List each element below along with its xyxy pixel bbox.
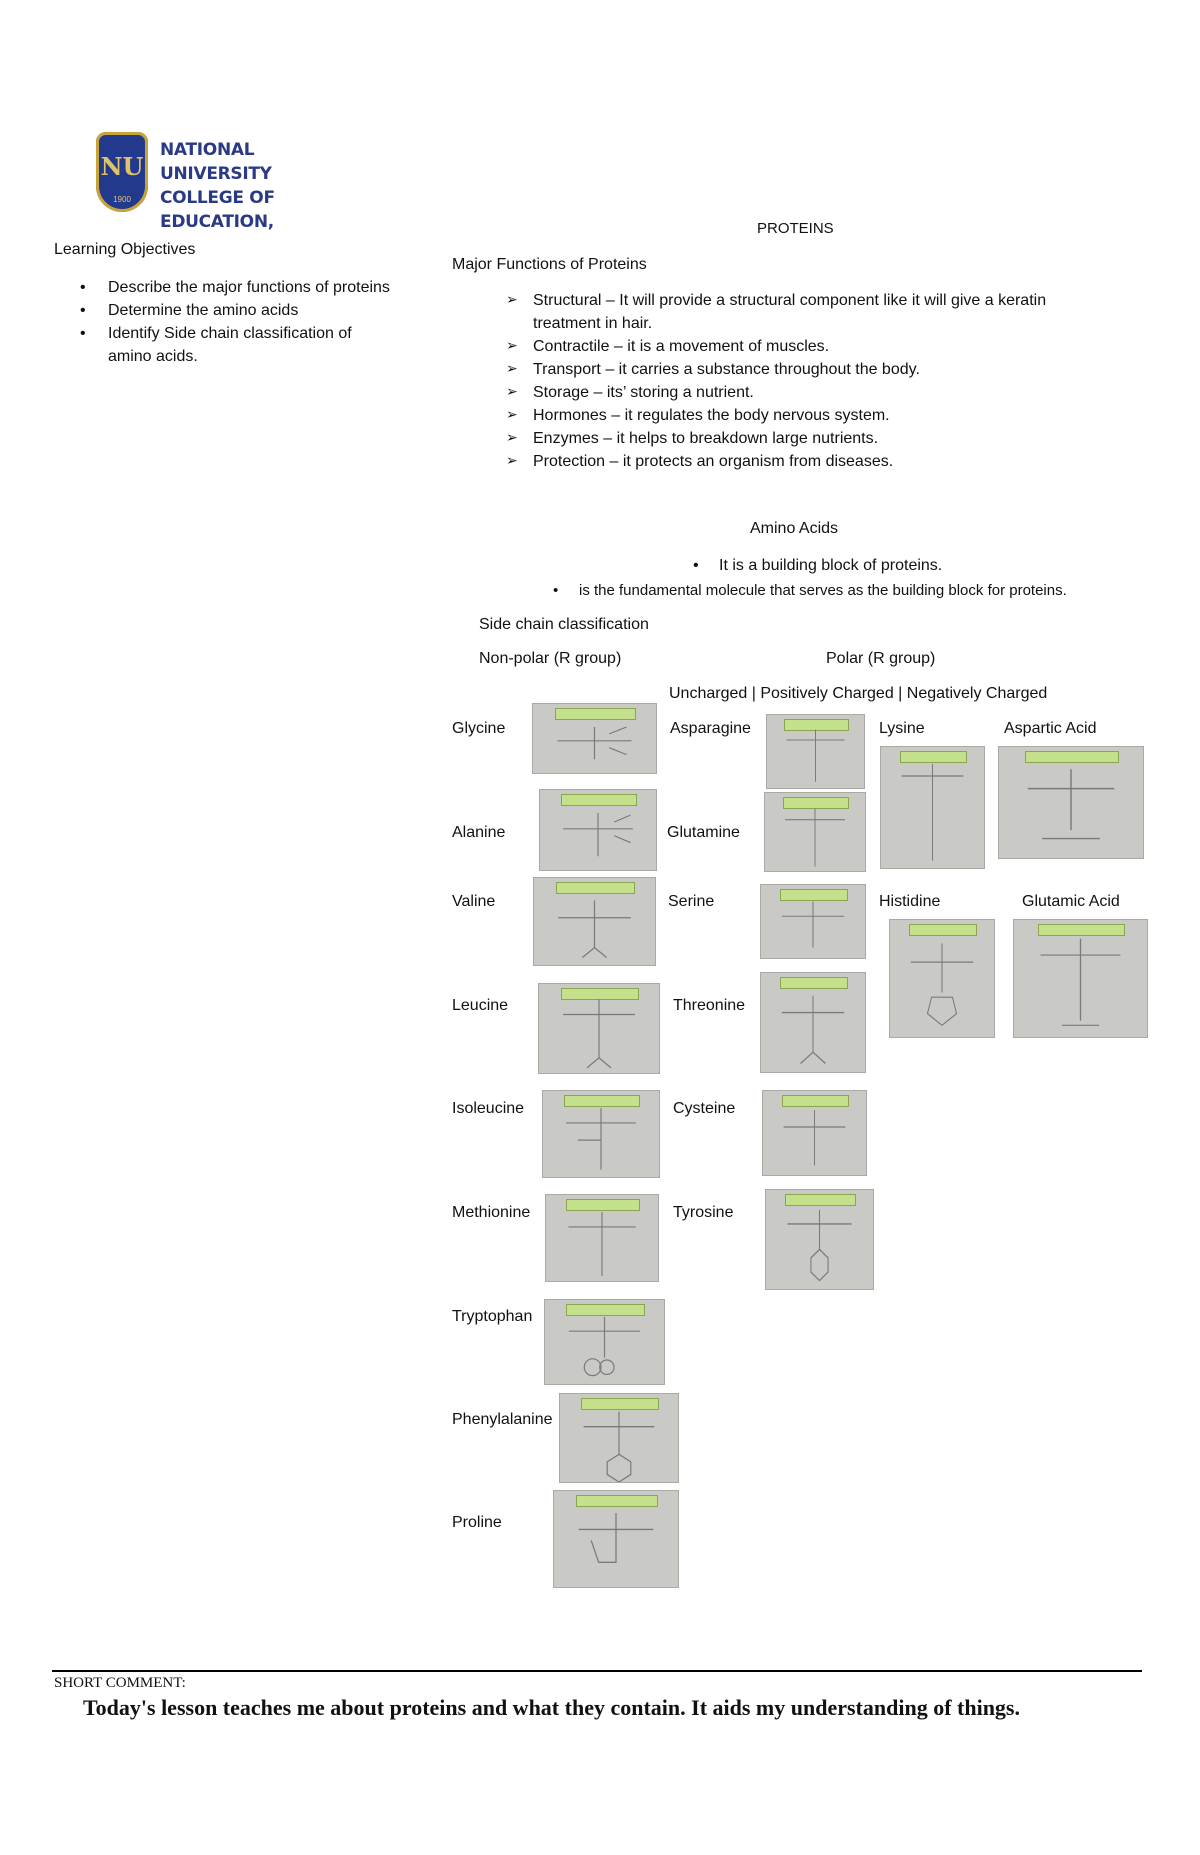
tryptophan-structure-image [544, 1299, 665, 1385]
functions-list [506, 289, 1106, 473]
lysine-structure-image [880, 746, 985, 869]
glutamic-acid-structure-image [1013, 919, 1148, 1038]
amino-label: Tyrosine [673, 1204, 734, 1221]
proline-structure-image [553, 1490, 679, 1588]
amino-label: Tryptophan [452, 1308, 533, 1325]
divider [52, 1670, 1142, 1672]
learning-objectives-title: Learning Objectives [54, 241, 196, 258]
amino-label: Serine [668, 893, 715, 910]
amino-label: Leucine [452, 997, 509, 1014]
short-comment-text: Today's lesson teaches me about proteins and what they contain. It aids my understanding of things. [83, 1695, 1020, 1720]
amino-label: Lysine [879, 720, 925, 737]
amino-label: Proline [452, 1514, 502, 1531]
amino-acid-bullet: • It is a building block of proteins. [693, 557, 943, 574]
aspartic-acid-structure-image [998, 746, 1144, 859]
function-item: ➢ Contractile – it is a movement of muscles. [506, 335, 1106, 358]
function-item: ➢ Enzymes – it helps to breakdown large nutrients. [506, 427, 1106, 450]
objective-item: • Determine the amino acids [76, 299, 396, 322]
proteins-heading: PROTEINS [757, 220, 834, 237]
amino-acid-bullet: • is the fundamental molecule that serves as the building block for proteins. [553, 582, 1067, 599]
amino-label: Glycine [452, 720, 506, 737]
objective-item: • Identify Side chain classification of amino acids. [76, 322, 396, 368]
amino-label: Histidine [879, 893, 941, 910]
amino-label: Asparagine [670, 720, 751, 737]
side-chain-title: Side chain classification [479, 616, 649, 633]
institution-line-2: COLLEGE OF EDUCATION, [160, 188, 275, 232]
threonine-structure-image [760, 972, 866, 1073]
glycine-structure-image [532, 703, 657, 774]
glutamine-structure-image [764, 792, 866, 872]
nu-shield-icon: NU 1900 [96, 132, 148, 212]
function-item: ➢ Structural – It will provide a structural component like it will give a keratin treatment in hair. [506, 289, 1106, 335]
histidine-structure-image [889, 919, 995, 1038]
objective-item: • Describe the major functions of proteins [76, 276, 396, 299]
function-item: ➢ Transport – it carries a substance throughout the body. [506, 358, 1106, 381]
asparagine-structure-image [766, 714, 865, 789]
polar-subheader: Uncharged | Positively Charged | Negatively Charged [669, 685, 1048, 702]
amino-acids-heading: Amino Acids [750, 520, 839, 537]
amino-label: Valine [452, 893, 496, 910]
amino-label: Glutamine [667, 824, 740, 841]
phenylalanine-structure-image [559, 1393, 679, 1483]
amino-label: Phenylalanine [452, 1411, 553, 1428]
learning-objectives-list [76, 276, 396, 368]
amino-label: Isoleucine [452, 1100, 525, 1117]
amino-label: Aspartic Acid [1004, 720, 1097, 737]
amino-label: Glutamic Acid [1022, 893, 1120, 910]
alanine-structure-image [539, 789, 657, 871]
function-item: ➢ Protection – it protects an organism from diseases. [506, 450, 1106, 473]
function-item: ➢ Hormones – it regulates the body nervous system. [506, 404, 1106, 427]
amino-label: Alanine [452, 824, 506, 841]
institution-line-1: NATIONAL UNIVERSITY [160, 140, 272, 184]
major-functions-title: Major Functions of Proteins [452, 256, 647, 273]
amino-label: Threonine [673, 997, 746, 1014]
serine-structure-image [760, 884, 866, 959]
short-comment-label: SHORT COMMENT: [54, 1675, 186, 1691]
amino-label: Cysteine [673, 1100, 736, 1117]
cysteine-structure-image [762, 1090, 867, 1176]
valine-structure-image [533, 877, 656, 966]
isoleucine-structure-image [542, 1090, 660, 1178]
institution-name [160, 138, 356, 234]
polar-title: Polar (R group) [826, 650, 936, 667]
amino-label: Methionine [452, 1204, 531, 1221]
leucine-structure-image [538, 983, 660, 1074]
function-item: ➢ Storage – its’ storing a nutrient. [506, 381, 1106, 404]
methionine-structure-image [545, 1194, 659, 1282]
university-logo [86, 100, 356, 230]
tyrosine-structure-image [765, 1189, 874, 1290]
nonpolar-title: Non-polar (R group) [479, 650, 622, 667]
